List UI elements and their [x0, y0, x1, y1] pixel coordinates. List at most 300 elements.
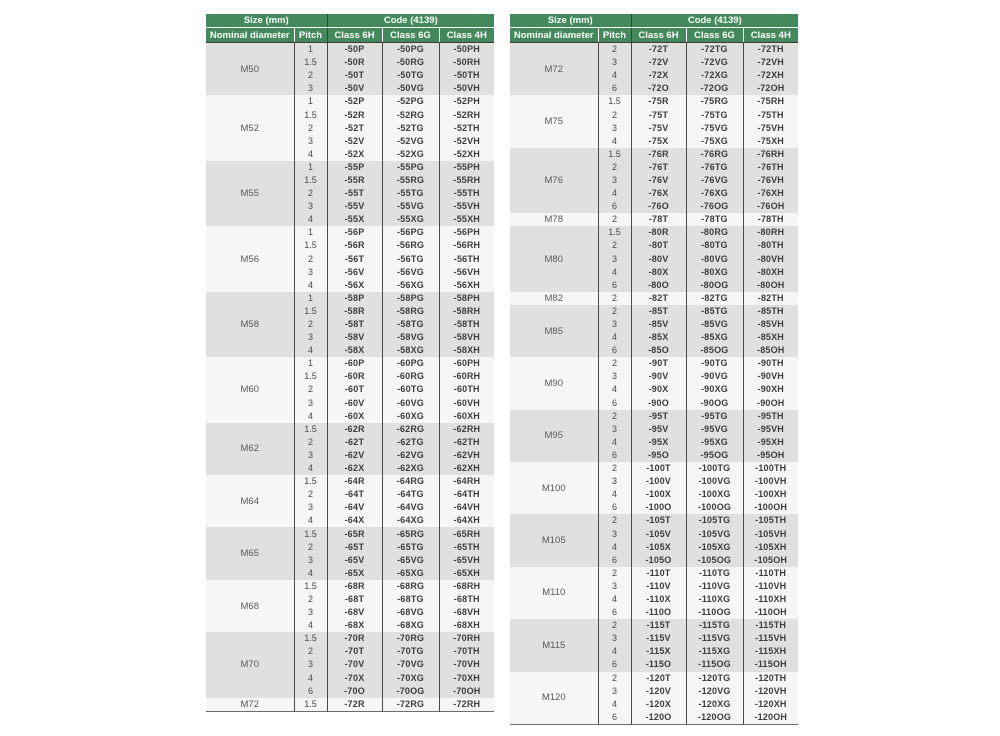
pitch-cell: 2 [294, 645, 327, 658]
code-cell-6h: -115O [631, 658, 686, 671]
code-cell-4h: -52VH [439, 135, 494, 148]
code-cell-6g: -105TG [686, 514, 743, 527]
thread-code-table-right [510, 14, 798, 725]
table-row [206, 580, 494, 593]
code-cell-6h: -95O [631, 449, 686, 462]
diameter-cell: M82 [510, 292, 598, 305]
pitch-cell: 1.5 [294, 305, 327, 318]
table-row [510, 672, 798, 685]
code-cell-6h: -56T [327, 253, 382, 266]
code-cell-6g: -115TG [686, 619, 743, 632]
code-cell-4h: -70OH [439, 685, 494, 698]
code-cell-6g: -110OG [686, 606, 743, 619]
code-cell-6g: -90OG [686, 397, 743, 410]
column-header-nominal-diameter: Nominal diameter [206, 28, 294, 43]
code-cell-4h: -72TH [743, 43, 798, 57]
code-cell-6g: -64RG [382, 475, 439, 488]
pitch-cell: 3 [598, 580, 631, 593]
code-cell-6h: -50R [327, 56, 382, 69]
code-cell-6g: -76XG [686, 187, 743, 200]
code-cell-6h: -56P [327, 226, 382, 239]
code-cell-4h: -100OH [743, 501, 798, 514]
code-cell-6h: -120V [631, 685, 686, 698]
code-cell-6g: -110TG [686, 567, 743, 580]
code-cell-6g: -80OG [686, 279, 743, 292]
code-cell-6h: -70X [327, 672, 382, 685]
code-cell-4h: -110OH [743, 606, 798, 619]
code-cell-4h: -65TH [439, 541, 494, 554]
code-cell-4h: -85OH [743, 344, 798, 357]
code-cell-4h: -120XH [743, 698, 798, 711]
code-cell-6g: -55RG [382, 174, 439, 187]
code-cell-4h: -70XH [439, 672, 494, 685]
pitch-cell: 3 [294, 501, 327, 514]
code-cell-6h: -72V [631, 56, 686, 69]
code-cell-4h: -72RH [439, 698, 494, 712]
code-cell-6h: -100T [631, 462, 686, 475]
diameter-cell: M115 [510, 619, 598, 671]
code-cell-6h: -58X [327, 344, 382, 357]
column-header-class-6h: Class 6H [631, 28, 686, 43]
code-cell-6h: -80O [631, 279, 686, 292]
pitch-cell: 2 [294, 593, 327, 606]
table-row [510, 410, 798, 423]
code-cell-6g: -70RG [382, 632, 439, 645]
pitch-cell: 3 [598, 122, 631, 135]
code-cell-6g: -50VG [382, 82, 439, 95]
code-cell-6h: -72X [631, 69, 686, 82]
column-header-class-6g: Class 6G [382, 28, 439, 43]
code-cell-6h: -52P [327, 95, 382, 108]
code-cell-6g: -62TG [382, 436, 439, 449]
code-cell-6g: -105OG [686, 554, 743, 567]
code-cell-4h: -64VH [439, 501, 494, 514]
pitch-cell: 6 [598, 554, 631, 567]
table-row [510, 292, 798, 305]
diameter-cell: M90 [510, 357, 598, 409]
code-cell-6h: -85T [631, 305, 686, 318]
pitch-cell: 1.5 [294, 108, 327, 121]
code-cell-6h: -58P [327, 292, 382, 305]
code-cell-6g: -64VG [382, 501, 439, 514]
code-cell-4h: -78TH [743, 213, 798, 226]
pitch-cell: 2 [294, 488, 327, 501]
code-cell-6h: -52T [327, 122, 382, 135]
pitch-cell: 2 [294, 122, 327, 135]
table-row [510, 514, 798, 527]
code-cell-6g: -64TG [382, 488, 439, 501]
code-cell-4h: -75TH [743, 108, 798, 121]
pitch-cell: 3 [598, 685, 631, 698]
code-cell-6h: -80X [631, 266, 686, 279]
code-cell-6g: -120VG [686, 685, 743, 698]
code-cell-6h: -52X [327, 148, 382, 161]
code-cell-6g: -90VG [686, 370, 743, 383]
table-row [206, 161, 494, 174]
column-header-nominal-diameter: Nominal diameter [510, 28, 598, 43]
code-cell-6g: -85TG [686, 305, 743, 318]
column-header-class-4h: Class 4H [439, 28, 494, 43]
code-cell-4h: -65RH [439, 527, 494, 540]
code-cell-4h: -110VH [743, 580, 798, 593]
code-cell-6g: -65VG [382, 554, 439, 567]
pitch-cell: 1.5 [294, 580, 327, 593]
code-cell-6g: -68RG [382, 580, 439, 593]
code-cell-6h: -95T [631, 410, 686, 423]
code-cell-6h: -65X [327, 567, 382, 580]
code-cell-4h: -85VH [743, 318, 798, 331]
pitch-cell: 6 [598, 397, 631, 410]
code-cell-6h: -64T [327, 488, 382, 501]
code-cell-4h: -58XH [439, 344, 494, 357]
pitch-cell: 4 [294, 567, 327, 580]
code-cell-4h: -75VH [743, 122, 798, 135]
code-cell-6h: -75X [631, 135, 686, 148]
code-cell-6g: -58PG [382, 292, 439, 305]
code-cell-6g: -72RG [382, 698, 439, 712]
code-cell-6g: -120TG [686, 672, 743, 685]
code-cell-6g: -95XG [686, 436, 743, 449]
code-cell-6h: -55P [327, 161, 382, 174]
pitch-cell: 4 [294, 410, 327, 423]
code-cell-4h: -68TH [439, 593, 494, 606]
pitch-cell: 6 [598, 606, 631, 619]
code-cell-4h: -62VH [439, 449, 494, 462]
pitch-cell: 2 [294, 383, 327, 396]
pitch-cell: 1.5 [294, 527, 327, 540]
code-cell-6h: -60T [327, 383, 382, 396]
code-cell-6g: -85XG [686, 331, 743, 344]
code-cell-6g: -58TG [382, 318, 439, 331]
code-cell-4h: -100VH [743, 475, 798, 488]
code-cell-4h: -80RH [743, 226, 798, 239]
code-cell-4h: -85XH [743, 331, 798, 344]
code-cell-6h: -110V [631, 580, 686, 593]
table-row [206, 698, 494, 712]
code-cell-4h: -58TH [439, 318, 494, 331]
code-cell-6h: -75V [631, 122, 686, 135]
code-cell-6h: -52V [327, 135, 382, 148]
code-cell-4h: -55PH [439, 161, 494, 174]
pitch-cell: 3 [598, 318, 631, 331]
pitch-cell: 1.5 [294, 423, 327, 436]
pitch-cell: 1.5 [294, 56, 327, 69]
code-cell-4h: -68XH [439, 619, 494, 632]
code-cell-4h: -100TH [743, 462, 798, 475]
pitch-cell: 6 [598, 658, 631, 671]
code-cell-6g: -65XG [382, 567, 439, 580]
code-cell-6h: -70R [327, 632, 382, 645]
diameter-cell: M105 [510, 514, 598, 566]
pitch-cell: 1 [294, 43, 327, 57]
code-cell-4h: -62RH [439, 423, 494, 436]
code-cell-6h: -120X [631, 698, 686, 711]
code-cell-6g: -115OG [686, 658, 743, 671]
code-cell-6g: -50PG [382, 43, 439, 57]
pitch-cell: 2 [598, 672, 631, 685]
code-cell-4h: -95XH [743, 436, 798, 449]
pitch-cell: 3 [294, 200, 327, 213]
code-cell-6g: -100OG [686, 501, 743, 514]
pitch-cell: 2 [598, 357, 631, 370]
table-row [206, 632, 494, 645]
code-cell-6g: -80TG [686, 239, 743, 252]
code-cell-4h: -50RH [439, 56, 494, 69]
table-row [510, 357, 798, 370]
pitch-cell: 1.5 [294, 475, 327, 488]
code-cell-6g: -60VG [382, 397, 439, 410]
code-cell-4h: -75XH [743, 135, 798, 148]
code-cell-6h: -60P [327, 357, 382, 370]
code-cell-6g: -55TG [382, 187, 439, 200]
pitch-cell: 2 [294, 436, 327, 449]
pitch-cell: 4 [598, 645, 631, 658]
pitch-cell: 4 [598, 266, 631, 279]
code-cell-6g: -58XG [382, 344, 439, 357]
code-cell-4h: -115OH [743, 658, 798, 671]
diameter-cell: M85 [510, 305, 598, 357]
code-cell-6g: -120XG [686, 698, 743, 711]
code-cell-4h: -58RH [439, 305, 494, 318]
code-cell-6g: -50RG [382, 56, 439, 69]
code-cell-6g: -72VG [686, 56, 743, 69]
code-cell-6g: -76VG [686, 174, 743, 187]
pitch-cell: 3 [294, 449, 327, 462]
code-cell-6g: -70TG [382, 645, 439, 658]
code-cell-6h: -76X [631, 187, 686, 200]
pitch-cell: 3 [598, 174, 631, 187]
code-cell-4h: -90VH [743, 370, 798, 383]
code-cell-6g: -90XG [686, 383, 743, 396]
pitch-cell: 3 [598, 527, 631, 540]
code-cell-4h: -60PH [439, 357, 494, 370]
diameter-cell: M95 [510, 410, 598, 462]
pitch-cell: 2 [598, 43, 631, 57]
pitch-cell: 4 [294, 514, 327, 527]
diameter-cell: M80 [510, 226, 598, 291]
code-cell-6g: -56XG [382, 279, 439, 292]
column-header-class-6h: Class 6H [327, 28, 382, 43]
pitch-cell: 1.5 [598, 95, 631, 108]
code-cell-4h: -76VH [743, 174, 798, 187]
code-cell-6g: -100TG [686, 462, 743, 475]
pitch-cell: 2 [598, 161, 631, 174]
diameter-cell: M72 [206, 698, 294, 712]
code-cell-6g: -52PG [382, 95, 439, 108]
code-cell-6g: -55XG [382, 213, 439, 226]
code-cell-6h: -62T [327, 436, 382, 449]
code-cell-6h: -110T [631, 567, 686, 580]
code-cell-6h: -70O [327, 685, 382, 698]
code-cell-6g: -64XG [382, 514, 439, 527]
pitch-cell: 4 [294, 462, 327, 475]
diameter-cell: M55 [206, 161, 294, 226]
pitch-cell: 3 [294, 266, 327, 279]
code-cell-4h: -76OH [743, 200, 798, 213]
code-cell-6g: -70XG [382, 672, 439, 685]
code-cell-6h: -50T [327, 69, 382, 82]
code-cell-4h: -56TH [439, 253, 494, 266]
code-cell-4h: -70RH [439, 632, 494, 645]
diameter-cell: M62 [206, 423, 294, 475]
pitch-cell: 3 [294, 397, 327, 410]
pitch-cell: 3 [294, 606, 327, 619]
table-row [510, 148, 798, 161]
table-row [510, 305, 798, 318]
pitch-cell: 3 [598, 423, 631, 436]
pitch-cell: 2 [598, 462, 631, 475]
code-cell-6g: -68VG [382, 606, 439, 619]
code-cell-6h: -95V [631, 423, 686, 436]
code-cell-6h: -62X [327, 462, 382, 475]
diameter-cell: M64 [206, 475, 294, 527]
code-cell-4h: -76TH [743, 161, 798, 174]
code-cell-6h: -100O [631, 501, 686, 514]
pitch-cell: 2 [294, 318, 327, 331]
code-cell-4h: -72VH [743, 56, 798, 69]
pitch-cell: 2 [598, 292, 631, 305]
code-cell-6h: -58T [327, 318, 382, 331]
code-cell-6h: -90O [631, 397, 686, 410]
code-cell-4h: -68VH [439, 606, 494, 619]
pitch-cell: 4 [598, 383, 631, 396]
code-cell-6g: -70VG [382, 658, 439, 671]
code-cell-4h: -90XH [743, 383, 798, 396]
code-cell-6g: -76RG [686, 148, 743, 161]
table-row [510, 95, 798, 108]
code-cell-6g: -52XG [382, 148, 439, 161]
code-cell-4h: -60VH [439, 397, 494, 410]
pitch-cell: 1 [294, 357, 327, 370]
pitch-cell: 2 [294, 253, 327, 266]
code-cell-6g: -56TG [382, 253, 439, 266]
code-cell-6h: -55X [327, 213, 382, 226]
code-cell-4h: -80OH [743, 279, 798, 292]
code-cell-6g: -72XG [686, 69, 743, 82]
pitch-cell: 4 [598, 698, 631, 711]
code-cell-4h: -105VH [743, 527, 798, 540]
table-row [206, 226, 494, 239]
code-cell-6h: -64V [327, 501, 382, 514]
code-cell-6g: -62VG [382, 449, 439, 462]
code-cell-6h: -64X [327, 514, 382, 527]
pitch-cell: 1 [294, 292, 327, 305]
code-cell-6g: -82TG [686, 292, 743, 305]
code-group-header: Code (4139) [631, 14, 798, 28]
code-cell-6h: -90V [631, 370, 686, 383]
code-cell-6g: -72TG [686, 43, 743, 57]
code-cell-4h: -100XH [743, 488, 798, 501]
code-cell-6h: -105O [631, 554, 686, 567]
pitch-cell: 4 [294, 672, 327, 685]
pitch-cell: 3 [294, 82, 327, 95]
code-cell-6g: -115VG [686, 632, 743, 645]
code-cell-4h: -75RH [743, 95, 798, 108]
code-cell-6g: -100VG [686, 475, 743, 488]
size-group-header: Size (mm) [510, 14, 631, 28]
pitch-cell: 3 [598, 475, 631, 488]
code-cell-6g: -76OG [686, 200, 743, 213]
pitch-cell: 2 [294, 69, 327, 82]
pitch-cell: 4 [598, 436, 631, 449]
code-cell-4h: -50TH [439, 69, 494, 82]
code-cell-4h: -64TH [439, 488, 494, 501]
pitch-cell: 4 [598, 488, 631, 501]
code-cell-6h: -55R [327, 174, 382, 187]
code-cell-4h: -68RH [439, 580, 494, 593]
code-cell-6h: -65T [327, 541, 382, 554]
code-cell-6g: -58VG [382, 331, 439, 344]
code-cell-4h: -120VH [743, 685, 798, 698]
code-cell-6h: -62V [327, 449, 382, 462]
code-cell-6g: -68XG [382, 619, 439, 632]
pitch-cell: 6 [598, 82, 631, 95]
table-row [206, 423, 494, 436]
code-cell-4h: -105TH [743, 514, 798, 527]
pitch-cell: 3 [598, 56, 631, 69]
diameter-cell: M65 [206, 527, 294, 579]
pitch-cell: 2 [598, 305, 631, 318]
pitch-cell: 6 [598, 501, 631, 514]
code-cell-6g: -60RG [382, 370, 439, 383]
code-cell-6h: -80R [631, 226, 686, 239]
code-cell-6g: -75TG [686, 108, 743, 121]
pitch-cell: 6 [598, 279, 631, 292]
table-row [510, 462, 798, 475]
code-cell-6h: -50V [327, 82, 382, 95]
code-cell-4h: -76XH [743, 187, 798, 200]
code-cell-4h: -65VH [439, 554, 494, 567]
column-header-pitch: Pitch [598, 28, 631, 43]
code-cell-6h: -58R [327, 305, 382, 318]
pitch-cell: 2 [294, 541, 327, 554]
code-cell-4h: -72OH [743, 82, 798, 95]
code-cell-6h: -80V [631, 253, 686, 266]
pitch-cell: 2 [598, 108, 631, 121]
table-row [510, 43, 798, 57]
code-cell-6h: -90X [631, 383, 686, 396]
diameter-cell: M70 [206, 632, 294, 697]
code-cell-6h: -76T [631, 161, 686, 174]
pitch-cell: 1.5 [294, 370, 327, 383]
code-cell-4h: -110XH [743, 593, 798, 606]
code-cell-6h: -72T [631, 43, 686, 57]
code-cell-4h: -60RH [439, 370, 494, 383]
pitch-cell: 4 [294, 279, 327, 292]
code-cell-6h: -64R [327, 475, 382, 488]
pitch-cell: 4 [294, 619, 327, 632]
pitch-cell: 3 [598, 253, 631, 266]
code-cell-6g: -68TG [382, 593, 439, 606]
pitch-cell: 1.5 [598, 148, 631, 161]
code-cell-6g: -70OG [382, 685, 439, 698]
diameter-cell: M78 [510, 213, 598, 226]
code-cell-6g: -55PG [382, 161, 439, 174]
code-cell-4h: -58VH [439, 331, 494, 344]
code-cell-6h: -56R [327, 239, 382, 252]
code-cell-4h: -72XH [743, 69, 798, 82]
pitch-cell: 3 [294, 554, 327, 567]
code-cell-4h: -70VH [439, 658, 494, 671]
code-cell-6h: -110O [631, 606, 686, 619]
code-cell-4h: -95TH [743, 410, 798, 423]
code-cell-6h: -80T [631, 239, 686, 252]
code-cell-4h: -115XH [743, 645, 798, 658]
code-cell-6g: -110XG [686, 593, 743, 606]
code-cell-4h: -95OH [743, 449, 798, 462]
code-cell-4h: -85TH [743, 305, 798, 318]
code-cell-4h: -55TH [439, 187, 494, 200]
